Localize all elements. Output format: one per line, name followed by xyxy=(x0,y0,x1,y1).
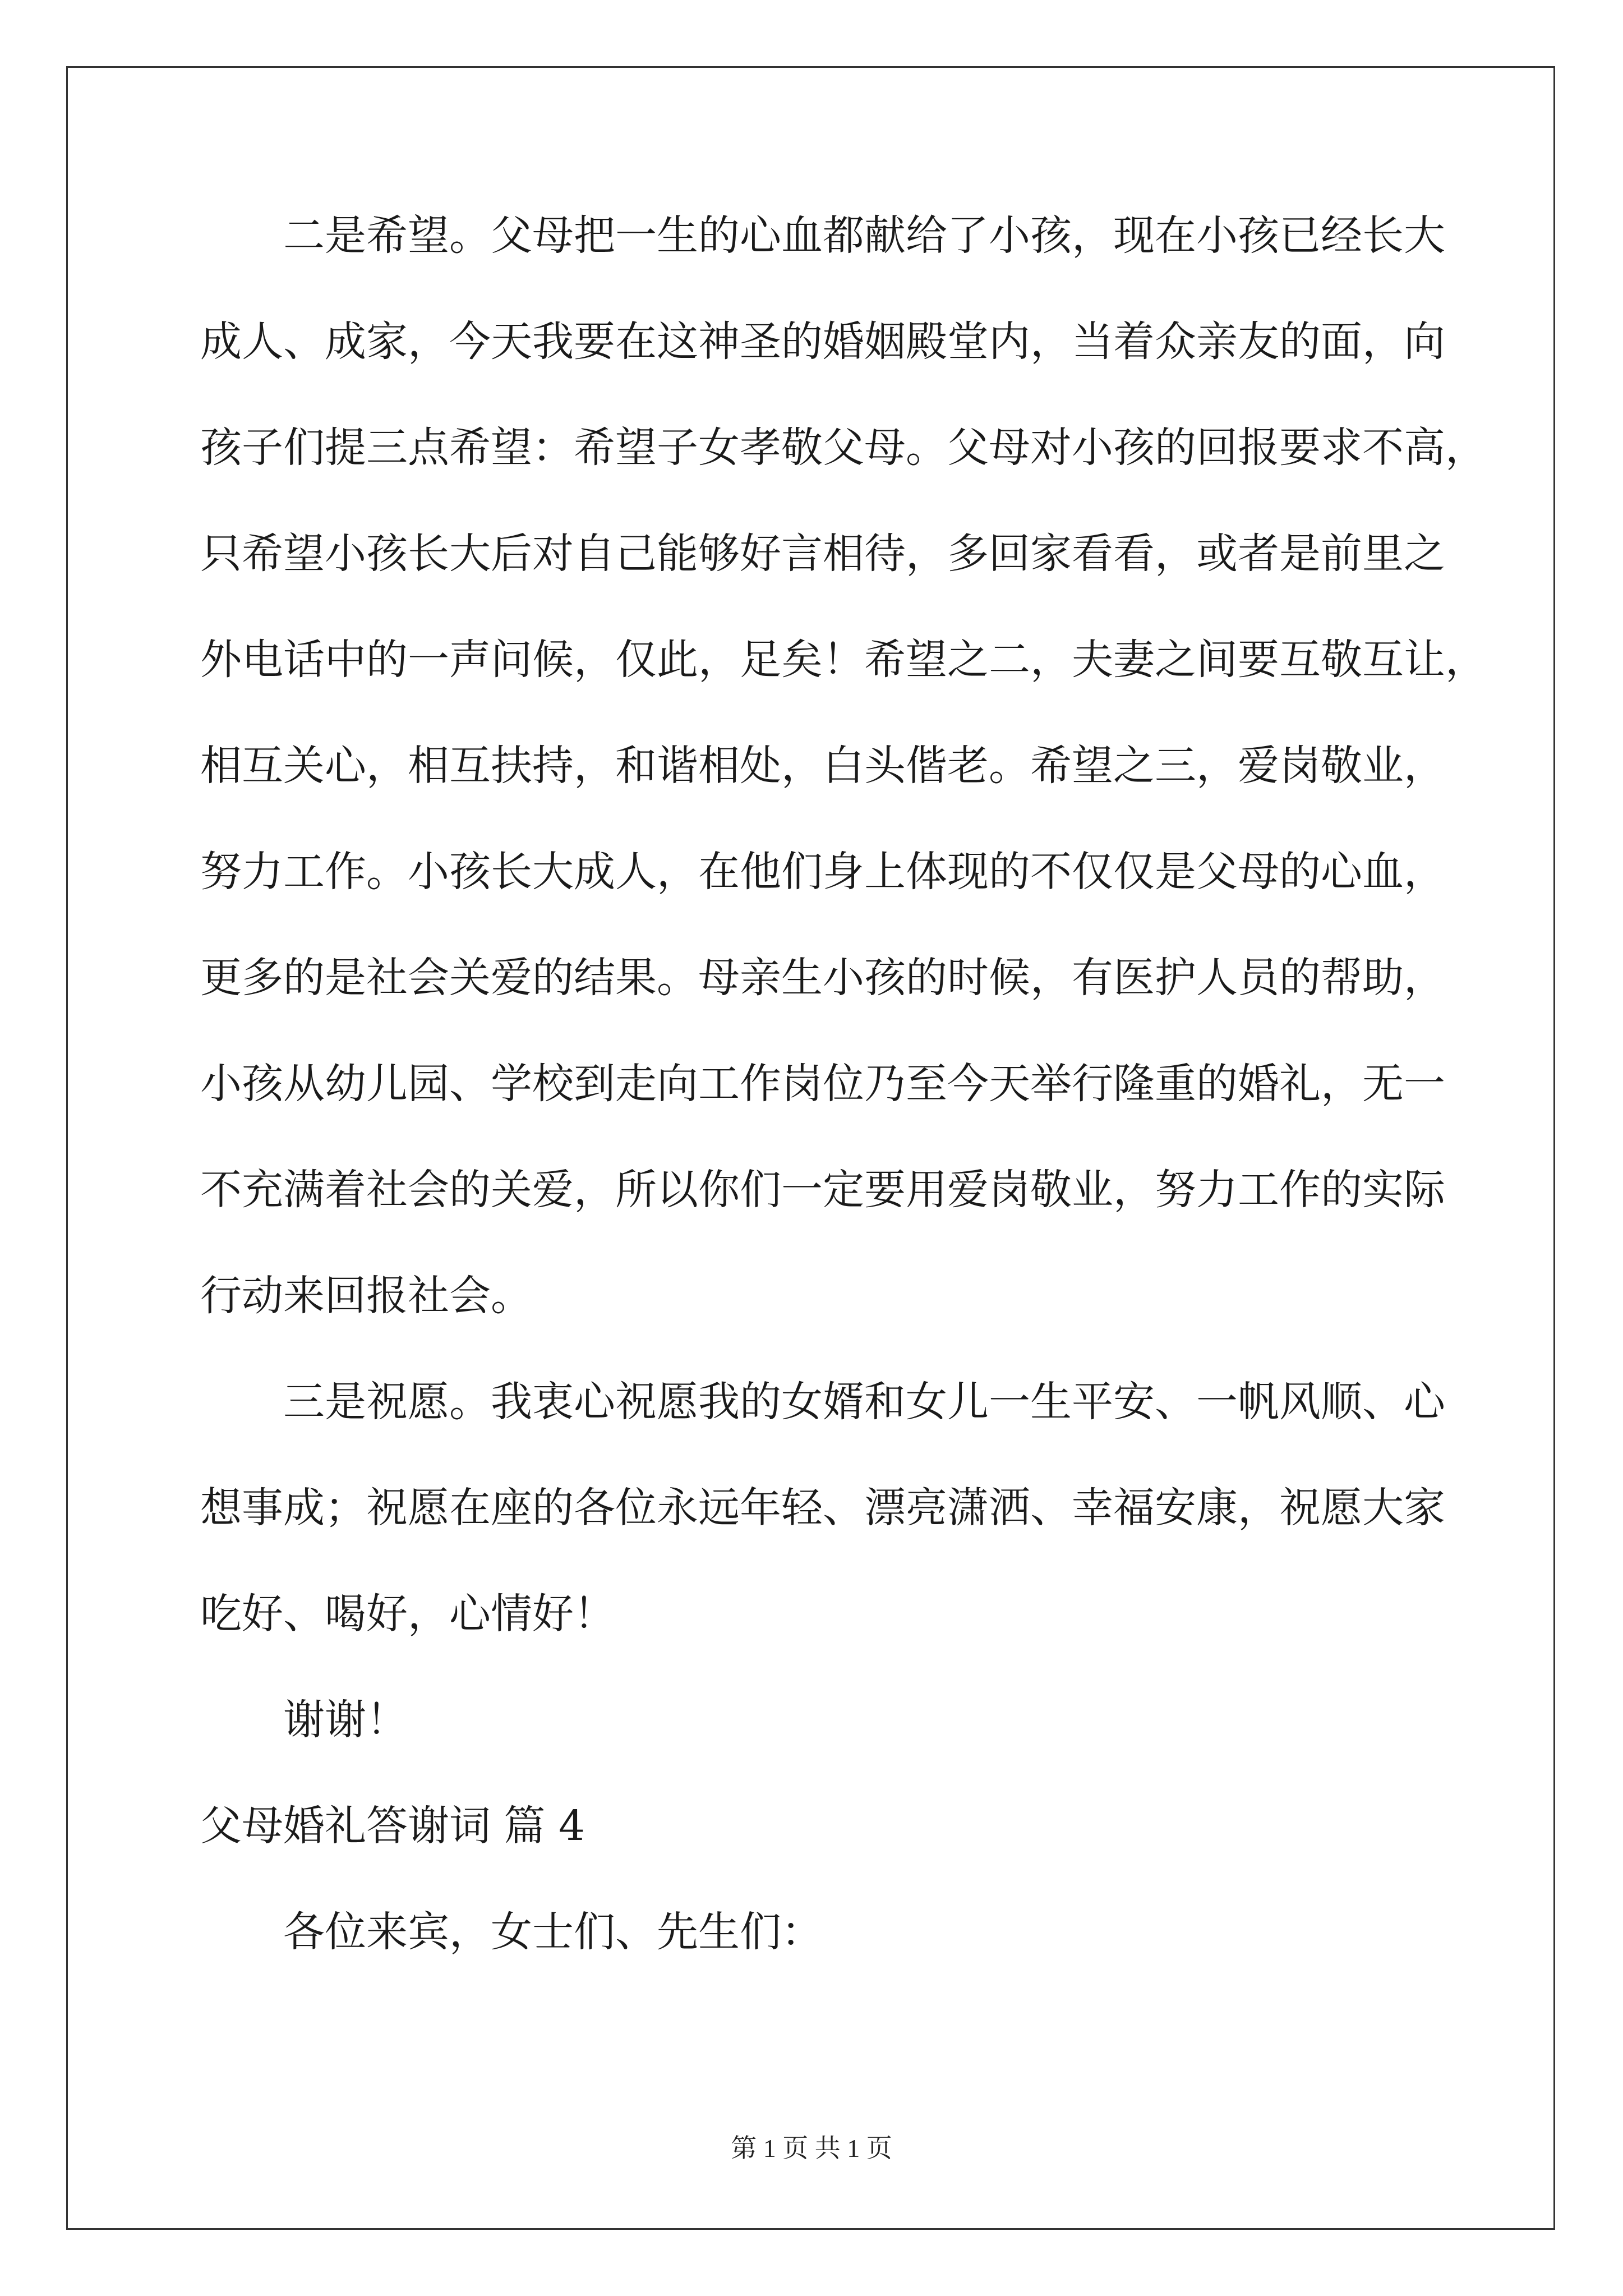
salutation: 各位来宾，女士们、先生们： xyxy=(283,1908,823,1956)
paragraph-line: 努力工作。小孩长大成人，在他们身上体现的不仅仅是父母的心血， xyxy=(200,848,1445,896)
section-heading: 父母婚礼答谢词 篇 4 xyxy=(200,1802,585,1850)
paragraph-line: 孩子们提三点希望：希望子女孝敬父母。父母对小孩的回报要求不高， xyxy=(200,424,1487,472)
paragraph-line: 成人、成家，今天我要在这神圣的婚姻殿堂内，当着众亲友的面，向 xyxy=(200,318,1445,366)
closing-thanks: 谢谢！ xyxy=(283,1696,408,1744)
paragraph-line: 行动来回报社会。 xyxy=(200,1272,532,1320)
paragraph-line: 二是希望。父母把一生的心血都献给了小孩，现在小孩已经长大 xyxy=(283,211,1445,260)
page-footer: 第 1 页 共 1 页 xyxy=(731,2134,892,2162)
paragraph-line: 外电话中的一声问候，仅此，足矣！希望之二，夫妻之间要互敬互让， xyxy=(200,636,1487,684)
paragraph-line: 小孩从幼儿园、学校到走向工作岗位乃至今天举行隆重的婚礼，无一 xyxy=(200,1060,1445,1108)
paragraph-line: 想事成；祝愿在座的各位永远年轻、漂亮潇洒、幸福安康，祝愿大家 xyxy=(200,1484,1445,1532)
paragraph-line: 更多的是社会关爱的结果。母亲生小孩的时候，有医护人员的帮助， xyxy=(200,954,1445,1002)
paragraph-line: 三是祝愿。我衷心祝愿我的女婿和女儿一生平安、一帆风顺、心 xyxy=(283,1378,1445,1426)
document-body xyxy=(200,209,1487,2011)
paragraph-line: 不充满着社会的关爱，所以你们一定要用爱岗敬业，努力工作的实际 xyxy=(200,1166,1445,1214)
paragraph-line: 相互关心，相互扶持，和谐相处，白头偕老。希望之三，爱岗敬业， xyxy=(200,742,1445,790)
paragraph-line: 只希望小孩长大后对自己能够好言相待，多回家看看，或者是前里之 xyxy=(200,530,1445,578)
paragraph-line: 吃好、喝好，心情好！ xyxy=(200,1590,615,1638)
